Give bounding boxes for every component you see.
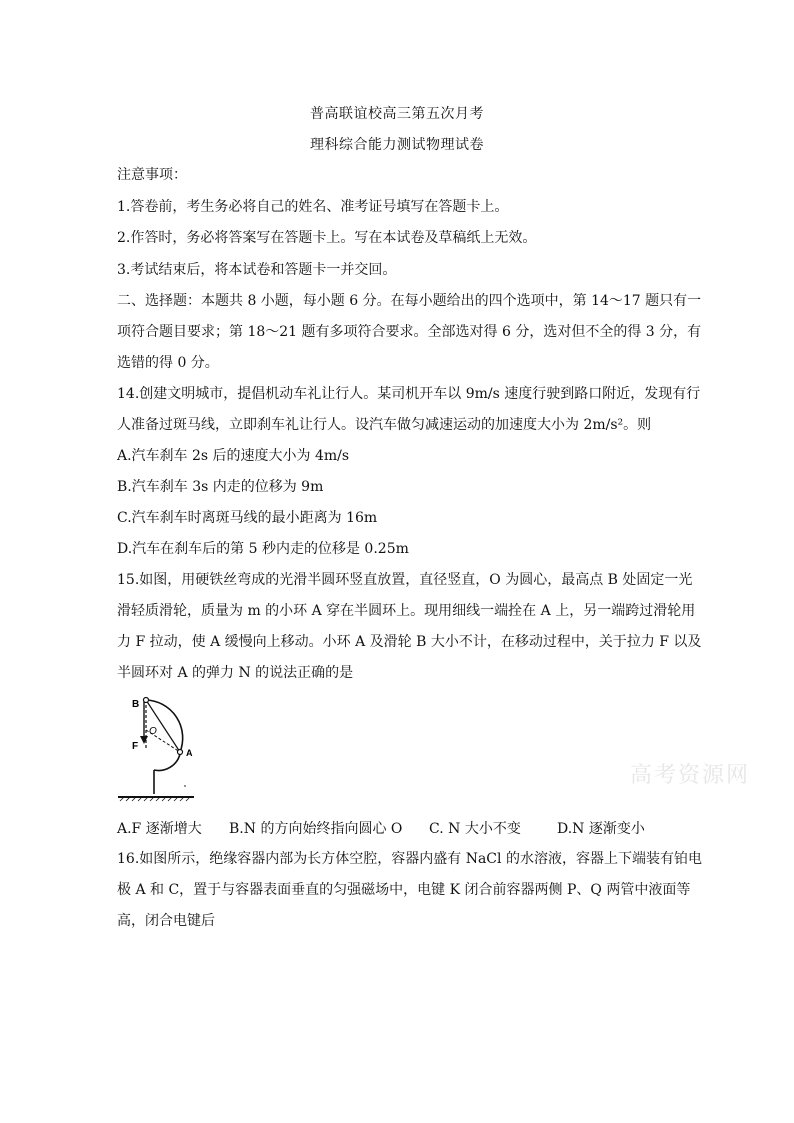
q14-stem: 14.创建文明城市，提倡机动车礼让行人。某司机开车以 9m/s 速度行驶到路口附近，发现有行 bbox=[117, 386, 701, 402]
q15-option-b: B.N 的方向始终指向圆心 O bbox=[229, 821, 403, 837]
q15-stem: 半圆环对 A 的弹力 N 的说法正确的是 bbox=[117, 665, 354, 681]
notes-heading: 注意事项： bbox=[117, 167, 187, 183]
q14-stem: 人准备过斑马线，立即刹车礼让行人。设汽车做匀减速运动的加速度大小为 2m/s²。则 bbox=[117, 417, 652, 433]
q14-option-b: B.汽车刹车 3s 内走的位移为 9m bbox=[117, 479, 324, 495]
q15-stem: 滑轻质滑轮，质量为 m 的小环 A 穿在半圆环上。现用细线一端拴在 A 上，另一端跨过滑轮用 bbox=[117, 603, 696, 619]
q16-stem: 高，闭合电键后 bbox=[117, 913, 215, 929]
semicircle-ring-diagram bbox=[110, 694, 200, 806]
q15-option-c: C. N 大小不变 bbox=[429, 821, 521, 837]
label-o: O bbox=[149, 726, 157, 737]
section-instructions: 二、选择题：本题共 8 小题，每小题 6 分。在每小题给出的四个选项中，第 14～17 题只有一 bbox=[117, 293, 702, 309]
watermark: 高考资源网 bbox=[630, 763, 751, 788]
q14-option-c: C.汽车刹车时离斑马线的最小距离为 16m bbox=[117, 510, 378, 526]
label-b: B bbox=[132, 699, 140, 710]
q16-stem: 16.如图所示，绝缘容器内部为长方体空腔，容器内盛有 NaCl 的水溶液，容器上下端装有铂电 bbox=[117, 851, 702, 867]
exam-title: 普高联谊校高三第五次月考 bbox=[310, 106, 484, 122]
exam-subtitle: 理科综合能力测试物理试卷 bbox=[310, 137, 484, 153]
section-instructions: 项符合题目要求；第 18～21 题有多项符合要求。全部选对得 6 分，选对但不全的得 3 分，有 bbox=[117, 324, 702, 340]
note-item: 1.答卷前，考生务必将自己的姓名、准考证号填写在答题卡上。 bbox=[117, 199, 509, 215]
q15-option-d: D.N 逐渐变小 bbox=[557, 821, 645, 837]
note-item: 3.考试结束后，将本试卷和答题卡一并交回。 bbox=[117, 262, 397, 278]
q14-option-a: A.汽车刹车 2s 后的速度大小为 4m/s bbox=[117, 448, 350, 464]
q14-option-d: D.汽车在刹车后的第 5 秒内走的位移是 0.25m bbox=[117, 541, 409, 557]
q16-stem: 极 A 和 C，置于与容器表面垂直的匀强磁场中，电键 K 闭合前容器两侧 P、Q 两管中液面等 bbox=[117, 882, 691, 898]
label-f: F bbox=[132, 741, 139, 752]
note-item: 2.作答时，务必将答案写在答题卡上。写在本试卷及草稿纸上无效。 bbox=[117, 230, 537, 246]
section-instructions: 选错的得 0 分。 bbox=[117, 355, 219, 371]
q15-options bbox=[117, 818, 687, 840]
q15-option-a: A.F 逐渐增大 bbox=[117, 821, 202, 837]
q15-stem: 15.如图，用硬铁丝弯成的光滑半圆环竖直放置，直径竖直，O 为圆心，最高点 B 处固定一光 bbox=[117, 572, 693, 588]
label-a: A bbox=[186, 748, 193, 758]
q15-stem: 力 F 拉动，使 A 缓慢向上移动。小环 A 及滑轮 B 大小不计，在移动过程中，关于拉力 F 以及 bbox=[117, 634, 702, 650]
